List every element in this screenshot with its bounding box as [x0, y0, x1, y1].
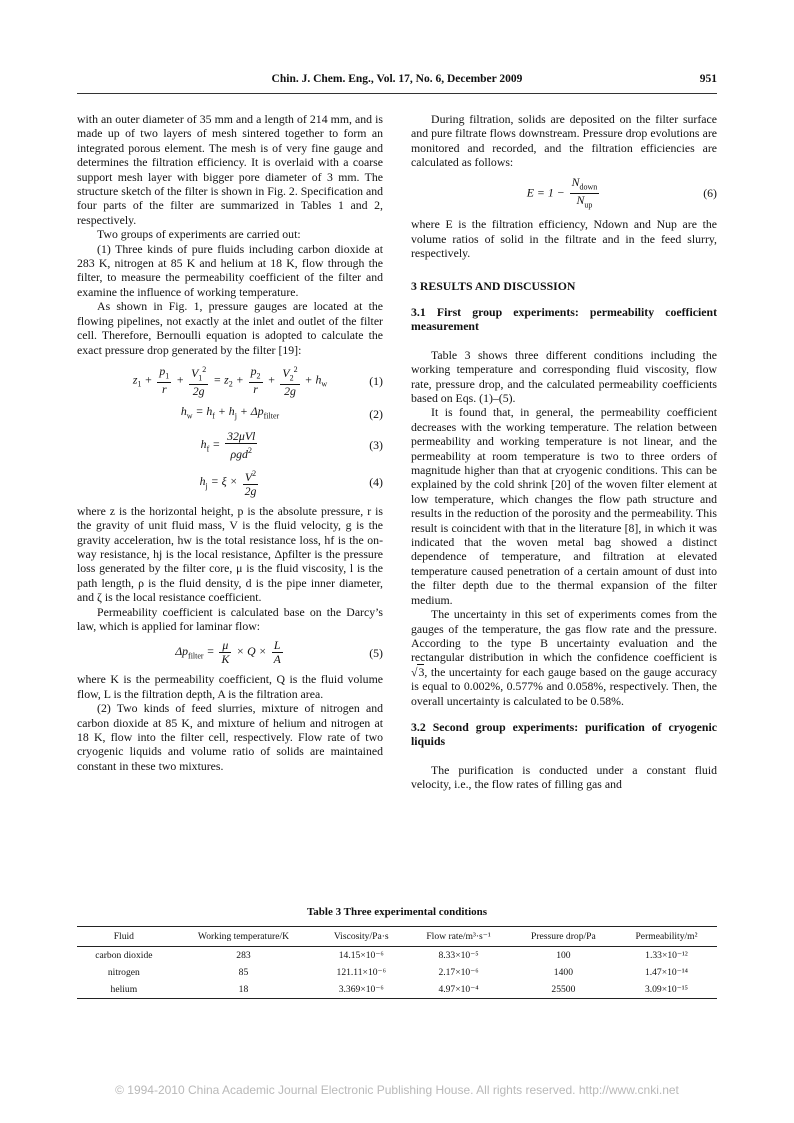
- table-row: [77, 947, 717, 965]
- section-heading: 3 RESULTS AND DISCUSSION: [411, 278, 576, 293]
- table-cell: 18: [171, 981, 317, 999]
- equation-6: E = 1 − $\frac{N_{down}}{N_{up}}$ (6): [526, 174, 717, 210]
- header-rule: [77, 93, 717, 94]
- column-header: Flow rate/m³·s⁻¹: [406, 927, 511, 947]
- column-header: Permeability/m²: [616, 927, 717, 947]
- table-cell: 1.33×10⁻¹²: [645, 950, 688, 961]
- paragraph-part: , the uncertainty for each gauge based on the gauge accuracy is equal to 0.002%, 0.577% and 0.058%, respectively. Then, the overall uncertainty is calculated to be 0.58%.: [411, 664, 717, 708]
- column-header: Pressure drop/Pa: [511, 927, 616, 947]
- journal-citation: Chin. J. Chem. Eng., Vol. 17, No. 6, December 2009: [271, 73, 523, 85]
- column-header: Working temperature/K: [171, 927, 317, 947]
- running-header: [77, 73, 717, 89]
- equation-2: $h_w = h_f + h_j + \Delta p_{filter}$ (2): [180, 404, 383, 421]
- paragraph: The purification is conducted under a constant fluid velocity, i.e., the flow rates of filling gas and: [411, 762, 717, 792]
- table-cell: 283: [236, 950, 251, 961]
- equation-3: $h_f$ = $\frac{\text{32μVl}}{\rho gd^2}$ (3): [200, 428, 383, 461]
- paragraph: Permeability coefficient is calculated base on the Darcy’s law, which is applied for laminar flow:: [77, 604, 383, 634]
- paragraph: where K is the permeability coefficient, Q is the fluid volume flow, L is the filtration depth, A is the filtration area.: [77, 672, 383, 701]
- table-cell: 14.15×10⁻⁶: [338, 950, 384, 961]
- equation-number: (5): [369, 645, 383, 660]
- equation-1: $z_1$ + $\frac{p_1}{r}$ + $\frac{V_1^2}{2g}$ = $z_2$ + $\frac{p_2}{r}$ + $\frac{V_2^2}{2g}$ + $h_w$ (1): [132, 363, 383, 399]
- paragraph: with an outer diameter of 35 mm and a length of 214 mm, and is made up of two layers of mesh sintered together to form an integrated porous element. The mesh is of very fine gauge and determines the filtration efficiency. It is overlaid with a coarse support mesh layer with bigger pore diameter of 3 mm. The structure sketch of the filter is shown in Fig. 2. Specification and four parts of the filter are summarized in Tables 1 and 2, respectively.: [77, 112, 383, 227]
- paragraph: As shown in Fig. 1, pressure gauges are located at the flowing pipelines, not exactly at the inlet and outlet of the filter cell. Therefore, Bernoulli equation is adopted to calculate the exact pressure drop generated by the filter [19]:: [77, 299, 383, 357]
- table-row: [77, 964, 717, 981]
- table-cell: 1400: [553, 967, 573, 978]
- table-cell: 2.17×10⁻⁶: [438, 967, 479, 978]
- paragraph: (1) Three kinds of pure fluids including carbon dioxide at 283 K, nitrogen at 85 K and helium at 18 K, flow through the filter, to measure the permeability coefficient of the filter and examine the influence of working temperature.: [77, 241, 383, 299]
- table-3: [77, 926, 717, 999]
- column-header: Viscosity/Pa·s: [316, 927, 406, 947]
- equation-number: (3): [369, 438, 383, 453]
- table-cell: 8.33×10⁻⁵: [438, 950, 479, 961]
- table-cell: 121.11×10⁻⁶: [336, 967, 386, 978]
- paragraph: Two groups of experiments are carried out:: [97, 227, 301, 242]
- table-cell: carbon dioxide: [95, 950, 153, 961]
- column-header: Fluid: [77, 927, 171, 947]
- equation-5: $\Delta p_{filter}$ = $\frac{\mu}{K}$ × Q × $\frac{L}{A}$ (5): [175, 638, 383, 667]
- table-header-row: [77, 927, 717, 947]
- paragraph: where E is the filtration efficiency, Ndown and Nup are the volume ratios of solid in the filtrate and in the feed slurry, respectively.: [411, 217, 717, 261]
- paragraph: During filtration, solids are deposited on the filter surface and pure filtrate flows downstream. Pressure drop evolutions are monitored and recorded, and the filtration efficiencies are calculated as follows:: [411, 112, 717, 170]
- table-cell: nitrogen: [107, 967, 140, 978]
- table-cell: 1.47×10⁻¹⁴: [644, 967, 689, 978]
- sqrt-three: 3: [418, 664, 425, 679]
- table-cell: 4.97×10⁻⁴: [406, 981, 511, 999]
- equation-number: (6): [703, 186, 717, 201]
- paragraph: Table 3 shows three different conditions including the working temperature and corresponding fluid viscosity, flow rate, pressure drop, and the calculated permeability coefficients based on Eqs. (1)–(5).: [411, 347, 717, 405]
- copyright-footer: © 1994-2010 China Academic Journal Electronic Publishing House. All rights reserved. http://www.cnki.net: [115, 1083, 679, 1097]
- right-column: [411, 112, 717, 792]
- table-cell: 25500: [511, 981, 616, 999]
- table-title: Table 3 Three experimental conditions: [306, 906, 488, 918]
- subsection-heading: 3.1 First group experiments: permeability coefficient measurement: [411, 304, 717, 334]
- table-cell: 85: [238, 967, 249, 978]
- equation-number: (2): [369, 406, 383, 421]
- table-cell: 100: [556, 950, 571, 961]
- left-column: [77, 112, 383, 773]
- equation-number: (4): [369, 475, 383, 490]
- equation-number: (1): [369, 373, 383, 388]
- equation-4: $h_j = \xi$ × $\frac{V^2}{2g}$ (4): [199, 468, 383, 498]
- paragraph-part: The uncertainty in this set of experiments comes from the gauges of the temperature, the gas flow rate and the pressure. According to the type B uncertainty evaluation and the rectangular distribution in which the confidence coefficient is: [411, 607, 717, 665]
- table-cell: 3.09×10⁻¹⁵: [616, 981, 717, 999]
- paragraph: where z is the horizontal height, p is the absolute pressure, r is the gravity of unit fluid mass, V is the fluid velocity, g is the gravity acceleration, hw is the total resistance loss, hf is the on-way resistance, hj is the local resistance, Δpfilter is the pressure loss generated by the filter core, μ is the fluid viscosity, l is the path length, ρ is the fluid density, d is the pipe inner diameter, and ζ is the local resistance coefficient.: [77, 503, 383, 605]
- table-cell: 3.369×10⁻⁶: [316, 981, 406, 999]
- table-cell: helium: [77, 981, 171, 999]
- page-number: 951: [699, 73, 717, 85]
- paragraph: It is found that, in general, the permeability coefficient decreases with the working temperature. The relation between permeability and working temperature is not linear, and the permeability at room temperature is two to three orders of magnitude higher than that at cryogenic conditions. This can be explained by the cold shrink [20] of the woven filter element at low temperature, which changes the flow path structure and results in the reduction of the porosity and the permeability. This result is coincident with that in the literature [8], in which it was indicated that the woven metal bag showed a distinct dependence of temperature, and filtration at elevated temperature caused penetration of a certain amount of dust into the filter depth due to the thermal expansion of the filter medium.: [411, 405, 717, 607]
- subsection-heading: 3.2 Second group experiments: purification of cryogenic liquids: [411, 719, 717, 749]
- paragraph: The uncertainty in this set of experiments comes from the gauges of the temperature, the gas flow rate and the pressure. According to the type B uncertainty evaluation and the rectangular distribution in which the confidence coefficient is √3, the uncertainty for each gauge based on the gauge accuracy is equal to 0.002%, 0.577% and 0.058%, respectively. Then, the overall uncertainty is calculated to be 0.58%.: [411, 607, 717, 708]
- paragraph: (2) Two kinds of feed slurries, mixture of nitrogen and carbon dioxide at 85 K, and mixture of helium and nitrogen at 18 K, flow into the filter cell, respectively. Flow rate of two cryogenic liquids and volume ratio of solids are maintained constant in these two mixtures.: [77, 701, 383, 773]
- table-row: [77, 981, 717, 999]
